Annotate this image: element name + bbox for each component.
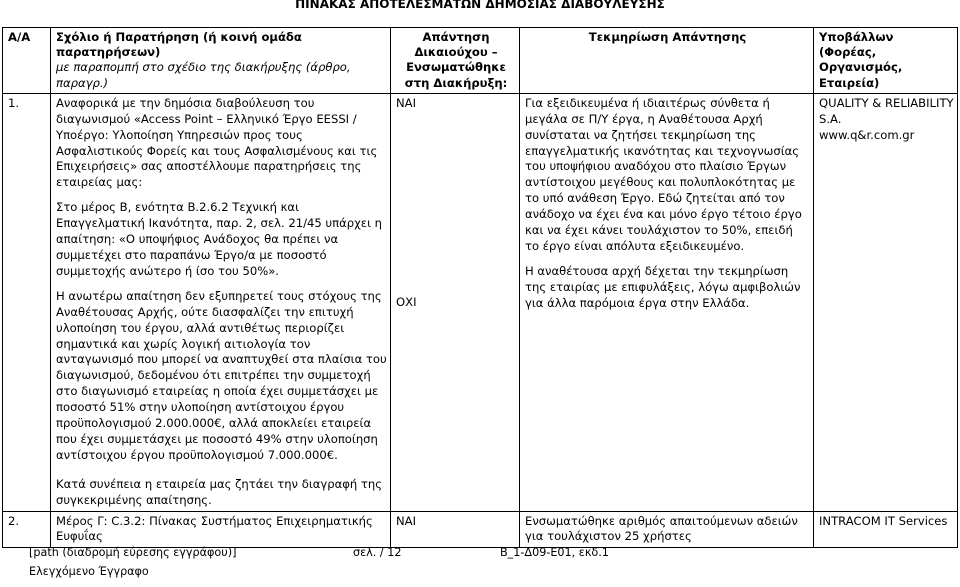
answer-value: ΟΧΙ <box>396 294 417 309</box>
submitter-cell <box>814 93 958 511</box>
table-header-row <box>3 28 958 94</box>
comment-cell: Μέρος Γ: C.3.2: Πίνακας Συστήματος Επιχειρηματικής Ευφυΐας <box>51 511 391 548</box>
header-comment: Σχόλιο ή Παρατήρηση (ή κοινή ομάδα παρατηρήσεων) με παραπομπή στο σχέδιο της διακήρυξης (άρθρο, παραγρ.) <box>51 28 391 94</box>
submitter-url: www.q&r.com.gr <box>819 127 915 142</box>
footer-path: [path (διαδρομή εύρεσης εγγράφου)] <box>29 546 237 559</box>
row-number: 2. <box>3 511 51 548</box>
comment-paragraph: Αναφορικά με την δημόσια διαβούλευση του διαγωνισμού «Access Point – Ελληνικό Έργο EESSI / Υποέργο: Υλοποίηση Υπηρεσιών προς τους Ασφαλιστικούς Φορείς και τους Ασφαλισμένους και τις Επιχειρήσεις» σας αποστέλλουμε παρατηρήσεις της εταιρείας μας: <box>56 95 378 190</box>
submitter-name: QUALITY & RELIABILITY S.A. <box>819 95 954 126</box>
footer-page: σελ. / 12 <box>353 546 402 559</box>
justification-cell: Ενσωματώθηκε αριθμός απαιτούμενων αδειών για τουλάχιστον 25 χρήστες <box>520 511 814 548</box>
justification-cell <box>520 93 814 511</box>
row-number: 1. <box>3 93 51 511</box>
answer-cell: ΝΑΙ <box>391 511 520 548</box>
header-aa: Α/Α <box>3 28 51 94</box>
table-row <box>3 93 958 511</box>
results-table <box>2 27 958 548</box>
comment-paragraph: Κατά συνέπεια η εταιρεία μας ζητάει την διαγραφή της συγκεκριμένης απαίτησης. <box>56 476 383 507</box>
comment-cell <box>51 93 391 511</box>
answer-cell <box>391 93 520 511</box>
footer-controlled: Ελεγχόμενο Έγγραφο <box>29 565 149 578</box>
table-row <box>3 511 958 548</box>
header-answer: Απάντηση Δικαιούχου – Ενσωματώθηκε στη Διακήρυξη: <box>391 28 520 94</box>
header-comment-note: με παραπομπή στο σχέδιο της διακήρυξης (άρθρο, παραγρ.) <box>56 60 351 90</box>
submitter-cell: INTRACOM IT Services <box>814 511 958 548</box>
justification-paragraph: Η αναθέτουσα αρχή δέχεται την τεκμηρίωση της εταιρίας με επιφυλάξεις, λόγω αμφιβολιών για άλλα παρόμοια έργα στην Ελλάδα. <box>525 263 801 310</box>
header-justification: Τεκμηρίωση Απάντησης <box>520 28 814 94</box>
comment-paragraph: Η ανωτέρω απαίτηση δεν εξυπηρετεί τους στόχους της Αναθέτουσας Αρχής, ούτε διασφαλίζει την επιτυχή υλοποίηση του έργου, αλλά αντιθέτως περιορίζει σημαντικά και χωρίς λογική αιτιολογία τον ανταγωνισμό που μπορεί να αναπτυχθεί στα πλαίσια του διαγωνισμού, δεδομένου ότι επιτρέπει την συμμετοχή στο διαγωνισμό εταιρείας η οποία έχει συμμετάσχει με ποσοστό 51% στην υλοποίηση αντίστοιχου έργου προϋπολογισμού 2.000.000€, αλλά αποκλείει εταιρεία που έχει συμμετάσχει με ποσοστό 49% στην υλοποίηση αντίστοιχου έργου προϋπολογισμού 7.000.000€. <box>56 288 387 462</box>
header-submitter: Υποβάλλων (Φορέας, Οργανισμός, Εταιρεία) <box>814 28 958 94</box>
page-title: ΠΙΝΑΚΑΣ ΑΠΟΤΕΛΕΣΜΑΤΩΝ ΔΗΜΟΣΙΑΣ ΔΙΑΒΟΥΛΕΥΣΗΣ <box>295 0 665 11</box>
justification-paragraph: Για εξειδικευμένα ή ιδιαιτέρως σύνθετα ή μεγάλα σε Π/Υ έργα, η Αναθέτουσα Αρχή συνίσταται να ζητήσει τεκμηρίωση της επαγγελματικής ικανότητας και τεχνογνωσίας του υποψήφιου αναδόχου στο πλαίσιο Έργων αντίστοιχου μεγέθους και πολυπλοκότητας με το υπό ανάθεση Έργο. Εδώ ζητείται από τον ανάδοχο να έχει ένα και μόνο έργο τέτοιο έργο και να έχει κάνει τουλάχιστον το 50%, επειδή το έργο είναι απόλυτα εξειδικευμένο. <box>525 95 802 253</box>
footer-code: B_1-Δ09-Ε01, εκδ.1 <box>500 546 609 559</box>
answer-value: ΝΑΙ <box>396 95 417 110</box>
comment-paragraph: Στο μέρος Β, ενότητα Β.2.6.2 Τεχνική και Επαγγελματική Ικανότητα, παρ. 2, σελ. 21/45 υπάρχει η απαίτηση: «Ο υποψήφιος Ανάδοχος θα πρέπει να συμμετέχει στο παραπάνω Έργο/α με ποσοστό συμμετοχής ανώτερο ή ίσο του 50%». <box>56 200 383 278</box>
footer <box>29 546 949 560</box>
